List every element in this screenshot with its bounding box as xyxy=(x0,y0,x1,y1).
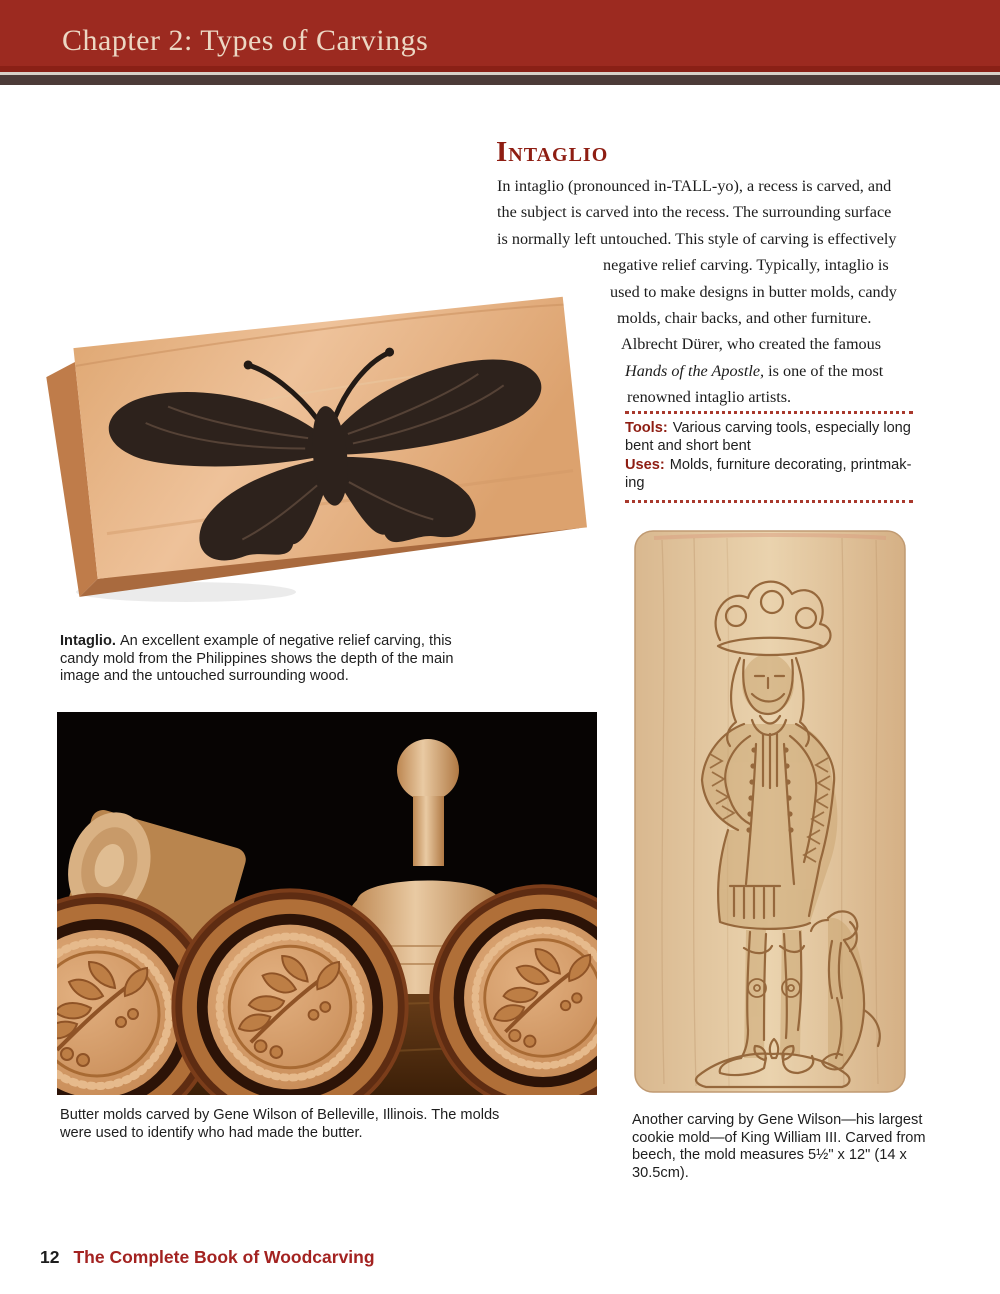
paragraph-line: used to make designs in butter molds, candy xyxy=(610,282,897,301)
butter-molds-caption: Butter molds carved by Gene Wilson of Belleville, Illinois. The molds were used to identify who had made the butter. xyxy=(60,1107,500,1141)
page-footer xyxy=(40,1247,375,1268)
tools-label: Tools: xyxy=(625,420,668,436)
butter-molds-photo xyxy=(57,712,597,1095)
tools-uses-box xyxy=(625,411,913,503)
paragraph-line: is normally left untouched. This style of carving is effectively xyxy=(497,229,897,248)
tools-line: bent and short bent xyxy=(625,438,751,455)
tools-line: Tools: Various carving tools, especially long xyxy=(625,420,911,436)
paragraph-line: the subject is carved into the recess. The surrounding surface xyxy=(497,203,892,222)
paragraph-line: renowned intaglio artists. xyxy=(627,388,792,407)
king-mold-illustration xyxy=(632,528,909,1095)
butterfly-mold-illustration xyxy=(36,256,620,612)
chapter-header-bar xyxy=(0,0,1000,66)
uses-line: ing xyxy=(625,475,645,492)
page-number: 12 xyxy=(40,1247,60,1267)
paragraph-line: Albrecht Dürer, who created the famous xyxy=(621,335,882,354)
paragraph-line: Hands of the Apostle, is one of the most xyxy=(625,361,884,380)
king-william-mold-photo xyxy=(632,528,909,1095)
uses-line: Uses: Molds, furniture decorating, printmak- xyxy=(625,456,912,473)
butterfly-caption: Intaglio. An excellent example of negative relief carving, this candy mold from the Philippines shows the depth of the main image and the untouched surrounding wood. xyxy=(60,633,454,685)
paragraph-line: negative relief carving. Typically, intaglio is xyxy=(603,256,889,275)
butterfly-candy-mold-photo xyxy=(36,256,620,612)
caption-lead: Intaglio. xyxy=(60,633,116,649)
paragraph-line: In intaglio (pronounced in-TALL-yo), a recess is carved, and xyxy=(497,177,892,195)
uses-label: Uses: xyxy=(625,456,665,473)
book-title: The Complete Book of Woodcarving xyxy=(73,1247,375,1267)
paragraph-line: molds, chair backs, and other furniture. xyxy=(617,308,872,327)
chapter-title: Chapter 2: Types of Carvings xyxy=(62,24,429,57)
butter-molds-illustration xyxy=(57,712,597,1095)
king-mold-caption: Another carving by Gene Wilson—his largest cookie mold—of King William III. Carved from beech, the mold measures 5½" x 12" (14 x 30.5cm). xyxy=(632,1112,926,1181)
section-heading-intaglio: Intaglio xyxy=(496,136,609,168)
header-brown-rule xyxy=(0,75,1000,85)
